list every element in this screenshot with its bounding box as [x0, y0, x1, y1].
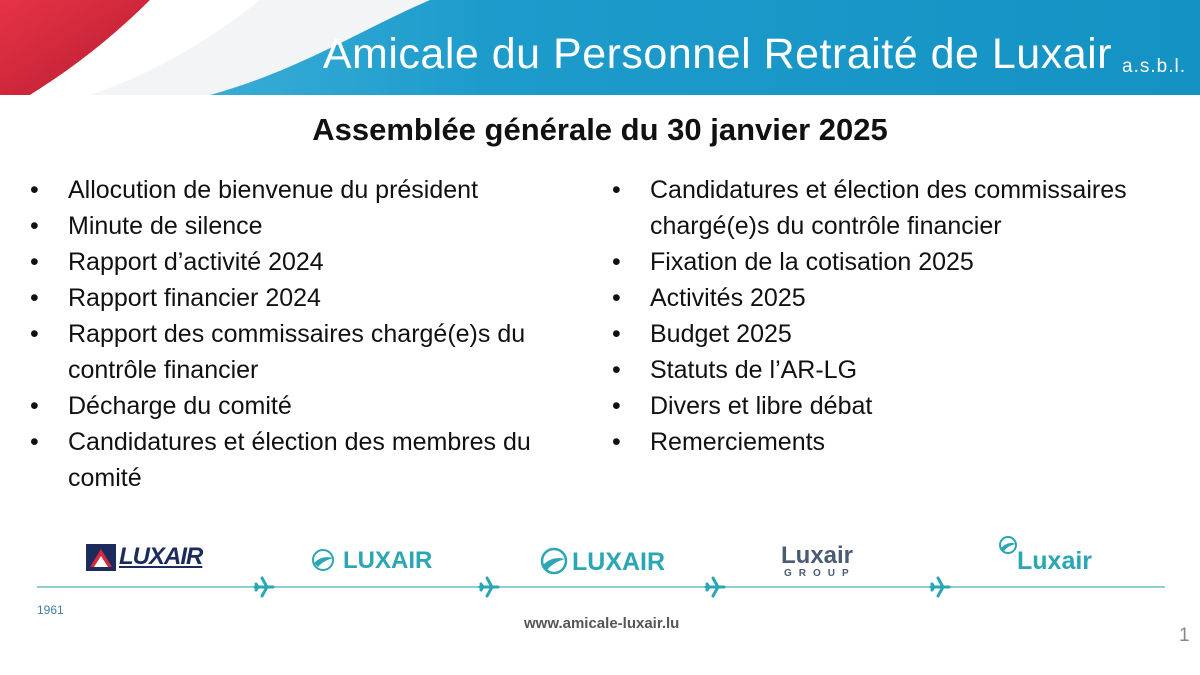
agenda-item: • Activités 2025	[612, 280, 1187, 316]
agenda-item: • Allocution de bienvenue du président	[30, 172, 595, 208]
org-name: Amicale du Personnel Retraité de Luxair	[322, 30, 1112, 78]
logo-group-subtitle: GROUP	[784, 568, 856, 579]
agenda-item: • Candidatures et élection des membres du comité	[30, 424, 595, 496]
agenda-item: • Minute de silence	[30, 208, 595, 244]
airplane-icon	[706, 578, 724, 596]
agenda-item: • Divers et libre débat	[612, 388, 1187, 424]
logo-luxair-2: LUXAIR	[343, 547, 433, 574]
agenda-list-left	[30, 172, 595, 496]
luxair-swallow-icon	[1000, 537, 1016, 553]
logo-luxair-current: Luxair	[1017, 547, 1093, 575]
page-number: 1	[1179, 625, 1190, 646]
luxair-1961-emblem-icon	[86, 544, 116, 571]
logo-luxair-group: Luxair	[781, 542, 854, 569]
agenda-item: • Remerciements	[612, 424, 1187, 460]
agenda-item: • Budget 2025	[612, 316, 1187, 352]
luxair-swallow-icon	[542, 549, 566, 573]
header-banner	[0, 0, 1200, 95]
logo-luxair-3: LUXAIR	[572, 548, 666, 576]
website-link[interactable]: www.amicale-luxair.lu	[524, 615, 680, 632]
agenda-item: • Statuts de l’AR-LG	[612, 352, 1187, 388]
agenda-item: • Rapport des commissaires chargé(e)s du contrôle financier	[30, 316, 595, 388]
timeline-start-year: 1961	[37, 603, 64, 617]
slide-title: Assemblée générale du 30 janvier 2025	[312, 112, 888, 147]
luxair-swallow-icon	[313, 550, 333, 570]
logo-luxair-1961: LUXAIR	[119, 543, 203, 570]
agenda-item: • Candidatures et élection des commissaires chargé(e)s du contrôle financier	[612, 172, 1187, 244]
airplane-icon	[255, 578, 273, 596]
org-suffix: a.s.b.l.	[1122, 56, 1186, 77]
agenda-item: • Rapport financier 2024	[30, 280, 595, 316]
airplane-icon	[931, 578, 949, 596]
agenda-item: • Fixation de la cotisation 2025	[612, 244, 1187, 280]
agenda-list-right	[612, 172, 1187, 460]
agenda-item: • Décharge du comité	[30, 388, 595, 424]
agenda-item: • Rapport d’activité 2024	[30, 244, 595, 280]
airplane-icon	[480, 578, 498, 596]
